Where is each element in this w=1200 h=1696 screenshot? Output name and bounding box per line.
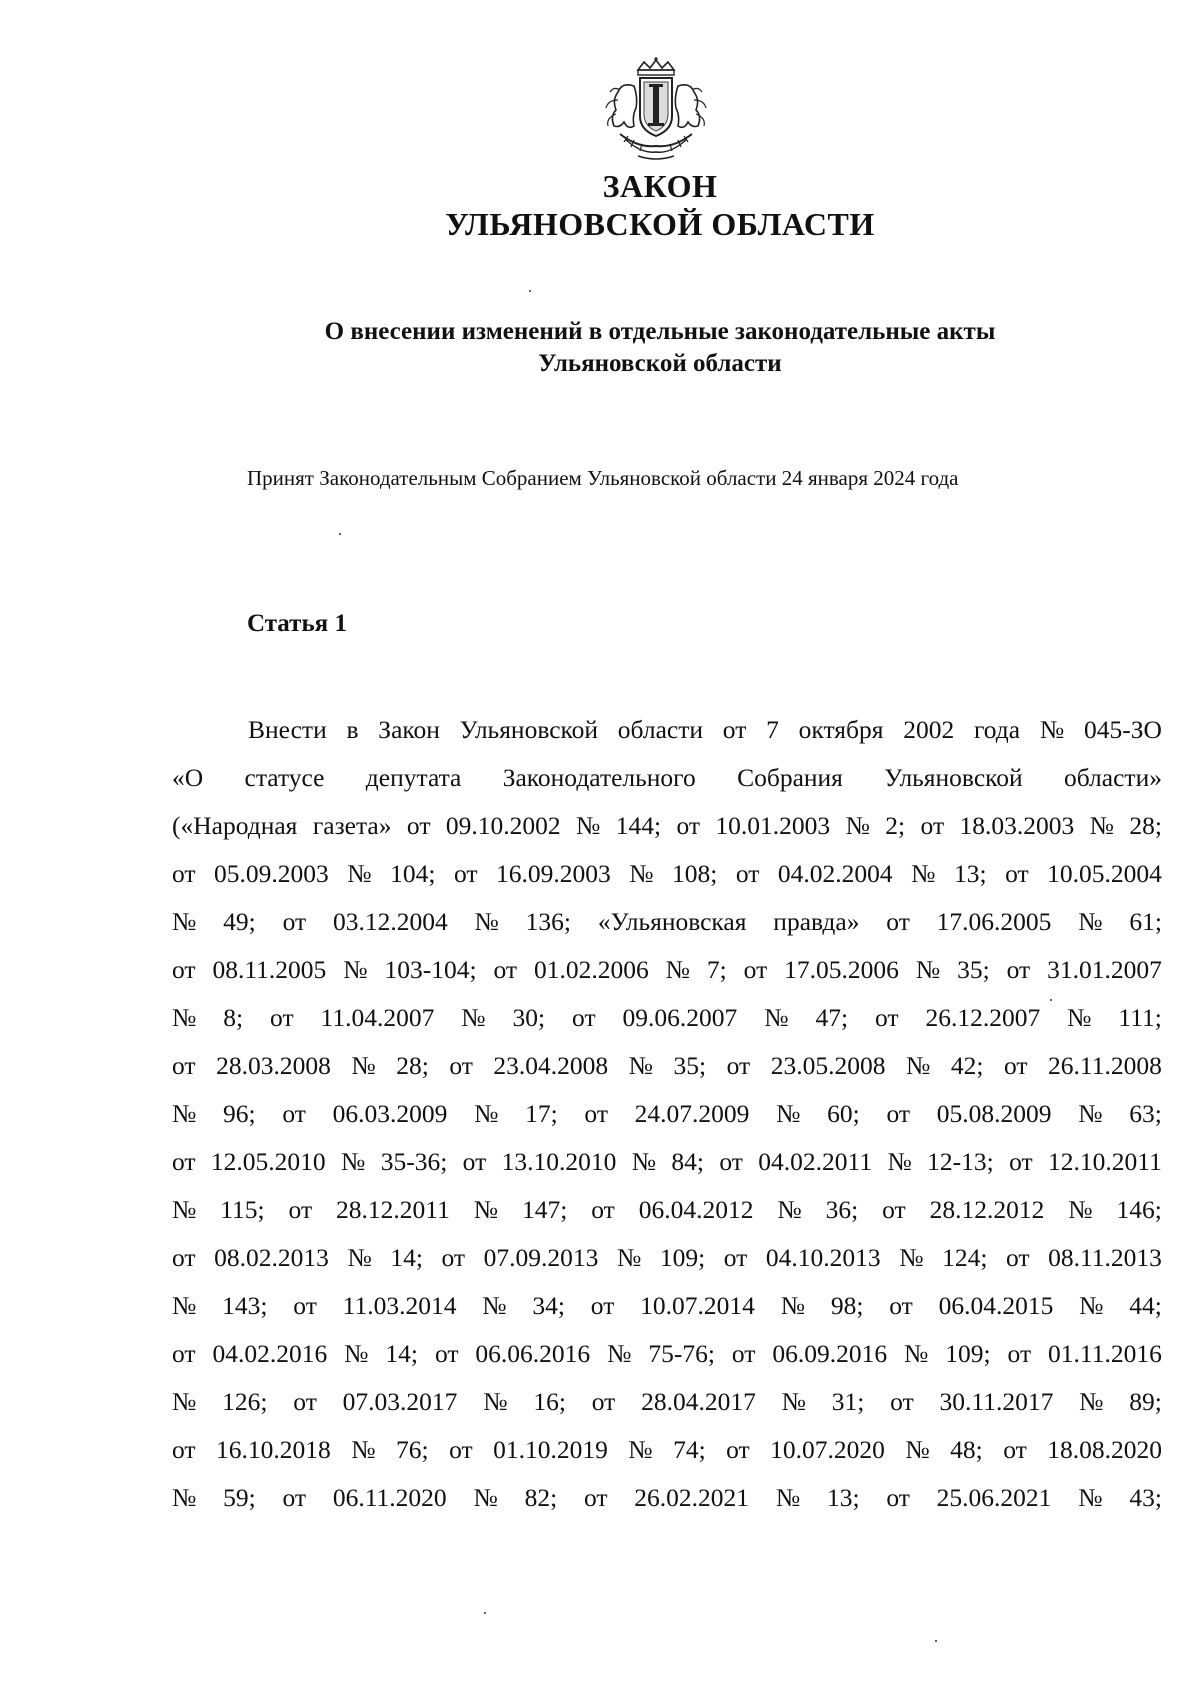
word: от [591, 1387, 616, 1416]
word: 12.10.2011 [1048, 1147, 1162, 1176]
word: № [172, 907, 197, 936]
article-text-line [172, 1426, 1162, 1474]
word: от [293, 1291, 317, 1320]
word: от [434, 1339, 459, 1368]
word: 14; [385, 1339, 419, 1368]
word: «О [172, 763, 204, 792]
word: 109; [659, 1243, 706, 1272]
word: № [172, 1387, 197, 1416]
word: от [449, 1051, 473, 1080]
article-text-line [172, 1378, 1162, 1426]
word: Ульяновской [459, 715, 599, 744]
word: 104; [390, 859, 436, 888]
word: газета» [312, 811, 392, 840]
article-text-line [172, 946, 1162, 994]
word: № [628, 1051, 653, 1080]
word: № [777, 1195, 802, 1224]
word: 01.11.2016 [1048, 1339, 1162, 1368]
word: 47; [815, 1003, 849, 1032]
word: 42; [950, 1051, 984, 1080]
word: № [1079, 1387, 1104, 1416]
word: 2; [885, 811, 906, 840]
word: № [607, 1339, 632, 1368]
word: 28.12.2012 [929, 1195, 1045, 1224]
word: № [351, 1051, 376, 1080]
word: 30; [512, 1003, 546, 1032]
word: от [722, 715, 747, 744]
word: 31; [831, 1387, 865, 1416]
word: от [735, 859, 760, 888]
article-text-line [172, 850, 1162, 898]
word: от [572, 1003, 596, 1032]
word: 04.10.2013 [765, 1243, 881, 1272]
word: 18.08.2020 [1047, 1435, 1162, 1464]
article-text-line [172, 1474, 1162, 1522]
document-type-region: УЛЬЯНОВСКОЙ ОБЛАСТИ [445, 206, 875, 242]
coat-of-arms-icon [598, 56, 714, 162]
word: от [172, 955, 196, 984]
word: № [904, 1339, 929, 1368]
word: 28.04.2017 [641, 1387, 756, 1416]
article-text-line [172, 1138, 1162, 1186]
word: 126; [222, 1387, 268, 1416]
word: 59; [223, 1483, 256, 1512]
word: от [889, 1291, 913, 1320]
adoption-statement: Принят Законодательным Собранием Ульяновской области 24 января 2024 года [247, 466, 959, 490]
word: 7 [766, 715, 779, 744]
word: 63; [1129, 1099, 1162, 1128]
word: № [347, 1243, 372, 1272]
word: от [1006, 955, 1031, 984]
word: 28; [1129, 811, 1162, 840]
word: Ульяновской [884, 763, 1023, 792]
word: № [483, 1387, 508, 1416]
word: № [172, 1483, 197, 1512]
word: от [449, 1435, 473, 1464]
word: 23.04.2008 [493, 1051, 609, 1080]
word: 10.01.2003 [715, 811, 831, 840]
word: от [441, 1243, 466, 1272]
word: от [172, 1435, 196, 1464]
word: № [347, 859, 372, 888]
word: № [576, 811, 601, 840]
word: 8; [223, 1003, 244, 1032]
word: № [1078, 1483, 1103, 1512]
word: № [473, 1483, 498, 1512]
word: от [1009, 1147, 1033, 1176]
word: № [1068, 1195, 1093, 1224]
word: Законодательного [502, 763, 696, 792]
word: 12-13; [927, 1147, 994, 1176]
word: 01.10.2019 [493, 1435, 608, 1464]
article-text-line [172, 754, 1162, 802]
word: 11.04.2007 [320, 1003, 435, 1032]
word: от [172, 1243, 196, 1272]
word: от [453, 859, 478, 888]
word: 10.05.2004 [1047, 859, 1162, 888]
article-title: Статья 1 [247, 610, 347, 637]
word: 03.12.2004 [332, 907, 448, 936]
word: от [1003, 1435, 1027, 1464]
word: 30.11.2017 [939, 1387, 1054, 1416]
article-text-line [172, 706, 1162, 754]
word: от [282, 1483, 307, 1512]
word: 76; [396, 1435, 429, 1464]
word: от [743, 955, 768, 984]
word: № [344, 1339, 369, 1368]
word: от [920, 811, 945, 840]
word: от [270, 1003, 294, 1032]
word: 01.02.2006 [533, 955, 649, 984]
word: 16.10.2018 [216, 1435, 331, 1464]
word: 08.11.2013 [1048, 1243, 1162, 1272]
word: 26.02.2021 [634, 1483, 750, 1512]
law-subject-line: О внесении изменений в отдельные законодательные акты [324, 318, 996, 345]
word: 07.03.2017 [342, 1387, 458, 1416]
word: от [890, 1387, 914, 1416]
word: депутата [365, 763, 462, 792]
word: 36; [825, 1195, 859, 1224]
word: 26.12.2007 [925, 1003, 1041, 1032]
word: 108; [672, 859, 718, 888]
word: 103-104; [384, 955, 477, 984]
word: № [172, 1003, 197, 1032]
word: от [590, 1291, 615, 1320]
word: («Народная [172, 811, 298, 840]
word: от [731, 1339, 756, 1368]
word: № [1078, 907, 1103, 936]
word: 34; [532, 1291, 565, 1320]
word: 06.04.2012 [638, 1195, 754, 1224]
word: от [886, 907, 910, 936]
law-subject-line: Ульяновской области [538, 350, 782, 377]
word: 35-36; [380, 1147, 448, 1176]
word: № [911, 859, 936, 888]
word: 143; [222, 1291, 268, 1320]
article-text-line [172, 1186, 1162, 1234]
word: 13; [826, 1483, 860, 1512]
word: от [886, 1483, 910, 1512]
word: № [887, 1147, 912, 1176]
word: года [973, 715, 1021, 744]
word: от [282, 1099, 306, 1128]
word: от [874, 1003, 899, 1032]
word: № [1078, 1099, 1103, 1128]
word: 06.03.2009 [332, 1099, 448, 1128]
word: от [1006, 1243, 1030, 1272]
word: от [723, 1243, 748, 1272]
word: 109; [945, 1339, 991, 1368]
word: 147; [521, 1195, 568, 1224]
word: 60; [827, 1099, 860, 1128]
article-text-line [172, 1330, 1162, 1378]
word: от [719, 1147, 743, 1176]
word: в [346, 715, 359, 744]
word: № [1039, 715, 1065, 744]
word: Собрания [737, 763, 843, 792]
word: от [676, 811, 701, 840]
word: 136; [525, 907, 571, 936]
word: № [474, 1099, 499, 1128]
word: 89; [1129, 1387, 1162, 1416]
article-text-line [172, 1042, 1162, 1090]
word: № [775, 1483, 801, 1512]
word: 08.11.2005 [212, 955, 327, 984]
document-type-title: ЗАКОН [602, 168, 718, 204]
word: 7; [706, 955, 727, 984]
word: 06.06.2016 [475, 1339, 591, 1368]
word: Внести [248, 715, 327, 744]
word: № [905, 1051, 931, 1080]
word: 08.02.2013 [214, 1243, 329, 1272]
word: от [882, 1195, 906, 1224]
word: от [886, 1099, 911, 1128]
word: № [665, 955, 690, 984]
word: 2002 [903, 715, 955, 744]
article-text-line [172, 1282, 1162, 1330]
word: 12.05.2010 [210, 1147, 326, 1176]
word: области [617, 715, 704, 744]
word: 04.02.2011 [758, 1147, 873, 1176]
word: № [172, 1099, 197, 1128]
word: № [899, 1243, 924, 1272]
word: 07.09.2013 [483, 1243, 599, 1272]
word: № [474, 907, 499, 936]
word: от [583, 1483, 608, 1512]
word: от [172, 859, 196, 888]
article-body [172, 706, 1162, 1522]
word: 24.07.2009 [634, 1099, 750, 1128]
article-text-line [172, 898, 1162, 946]
word: от [1005, 859, 1029, 888]
word: 05.09.2003 [214, 859, 329, 888]
word: № [764, 1003, 789, 1032]
word: 35; [673, 1051, 707, 1080]
word: от [406, 811, 431, 840]
word: 48; [950, 1435, 983, 1464]
word: 10.07.2014 [640, 1291, 755, 1320]
word: 18.03.2003 [959, 811, 1075, 840]
word: от [288, 1195, 313, 1224]
word: октября [798, 715, 884, 744]
word: Закон [378, 715, 440, 744]
word: № [473, 1195, 499, 1224]
word: № [780, 1291, 806, 1320]
word: 11.03.2014 [342, 1291, 457, 1320]
word: № [845, 811, 870, 840]
article-text-line [172, 994, 1162, 1042]
word: 25.06.2021 [936, 1483, 1052, 1512]
word: № [343, 955, 368, 984]
word: 045-ЗО [1083, 715, 1162, 744]
word: № [1067, 1003, 1092, 1032]
word: 10.07.2020 [770, 1435, 885, 1464]
word: 28; [396, 1051, 429, 1080]
word: 49; [223, 907, 256, 936]
word: 35; [957, 955, 990, 984]
law-subject [0, 316, 1200, 380]
word: 13; [953, 859, 987, 888]
word: от [172, 1147, 196, 1176]
word: № [616, 1243, 642, 1272]
word: 61; [1129, 907, 1162, 936]
word: 13.10.2010 [501, 1147, 617, 1176]
word: 17.05.2006 [784, 955, 899, 984]
word: № [629, 859, 654, 888]
word: от [1007, 1339, 1032, 1368]
word: 23.05.2008 [770, 1051, 886, 1080]
word: от [293, 1387, 317, 1416]
word: 111; [1118, 1003, 1162, 1032]
word: 06.04.2015 [938, 1291, 1054, 1320]
word: 98; [830, 1291, 864, 1320]
word: 09.06.2007 [622, 1003, 738, 1032]
word: от [493, 955, 518, 984]
article-text-line [172, 802, 1162, 850]
word: правда» [773, 907, 860, 936]
word: № [1079, 1291, 1104, 1320]
word: 43; [1129, 1483, 1162, 1512]
word: 17.06.2005 [936, 907, 1052, 936]
article-text-line [172, 1090, 1162, 1138]
word: 74; [673, 1435, 706, 1464]
word: № [781, 1387, 806, 1416]
word: «Ульяновская [597, 907, 747, 936]
word: от [584, 1099, 608, 1128]
word: 124; [942, 1243, 988, 1272]
word: 84; [671, 1147, 704, 1176]
word: от [726, 1435, 750, 1464]
word: 96; [223, 1099, 256, 1128]
word: № [172, 1195, 197, 1224]
word: 14; [390, 1243, 423, 1272]
article-text-line [172, 1234, 1162, 1282]
word: 06.09.2016 [772, 1339, 888, 1368]
word: 26.11.2008 [1048, 1051, 1162, 1080]
word: № [351, 1435, 376, 1464]
word: № [915, 955, 941, 984]
word: 16; [533, 1387, 566, 1416]
word: 28.03.2008 [216, 1051, 331, 1080]
word: 04.02.2016 [212, 1339, 328, 1368]
word: от [1003, 1051, 1028, 1080]
word: 115; [220, 1195, 265, 1224]
word: 04.02.2004 [777, 859, 893, 888]
word: 44; [1129, 1291, 1162, 1320]
word: № [1089, 811, 1114, 840]
word: № [172, 1291, 197, 1320]
word: № [461, 1003, 486, 1032]
word: от [172, 1051, 196, 1080]
word: № [341, 1147, 366, 1176]
word: 16.09.2003 [495, 859, 611, 888]
word: 31.01.2007 [1047, 955, 1162, 984]
word: от [172, 1339, 196, 1368]
word: 75-76; [648, 1339, 715, 1368]
word: от [462, 1147, 487, 1176]
word: № [905, 1435, 930, 1464]
word: № [482, 1291, 507, 1320]
word: 09.10.2002 [445, 811, 561, 840]
word: области» [1063, 763, 1162, 792]
word: 28.12.2011 [336, 1195, 450, 1224]
word: 17; [525, 1099, 558, 1128]
word: 144; [615, 811, 662, 840]
word: № [631, 1147, 657, 1176]
word: 82; [524, 1483, 558, 1512]
word: 146; [1116, 1195, 1162, 1224]
word: статусе [244, 763, 325, 792]
word: от [591, 1195, 615, 1224]
word: № [628, 1435, 653, 1464]
word: 05.08.2009 [936, 1099, 1052, 1128]
word: от [282, 907, 307, 936]
word: № [776, 1099, 801, 1128]
word: 06.11.2020 [332, 1483, 447, 1512]
word: от [726, 1051, 751, 1080]
